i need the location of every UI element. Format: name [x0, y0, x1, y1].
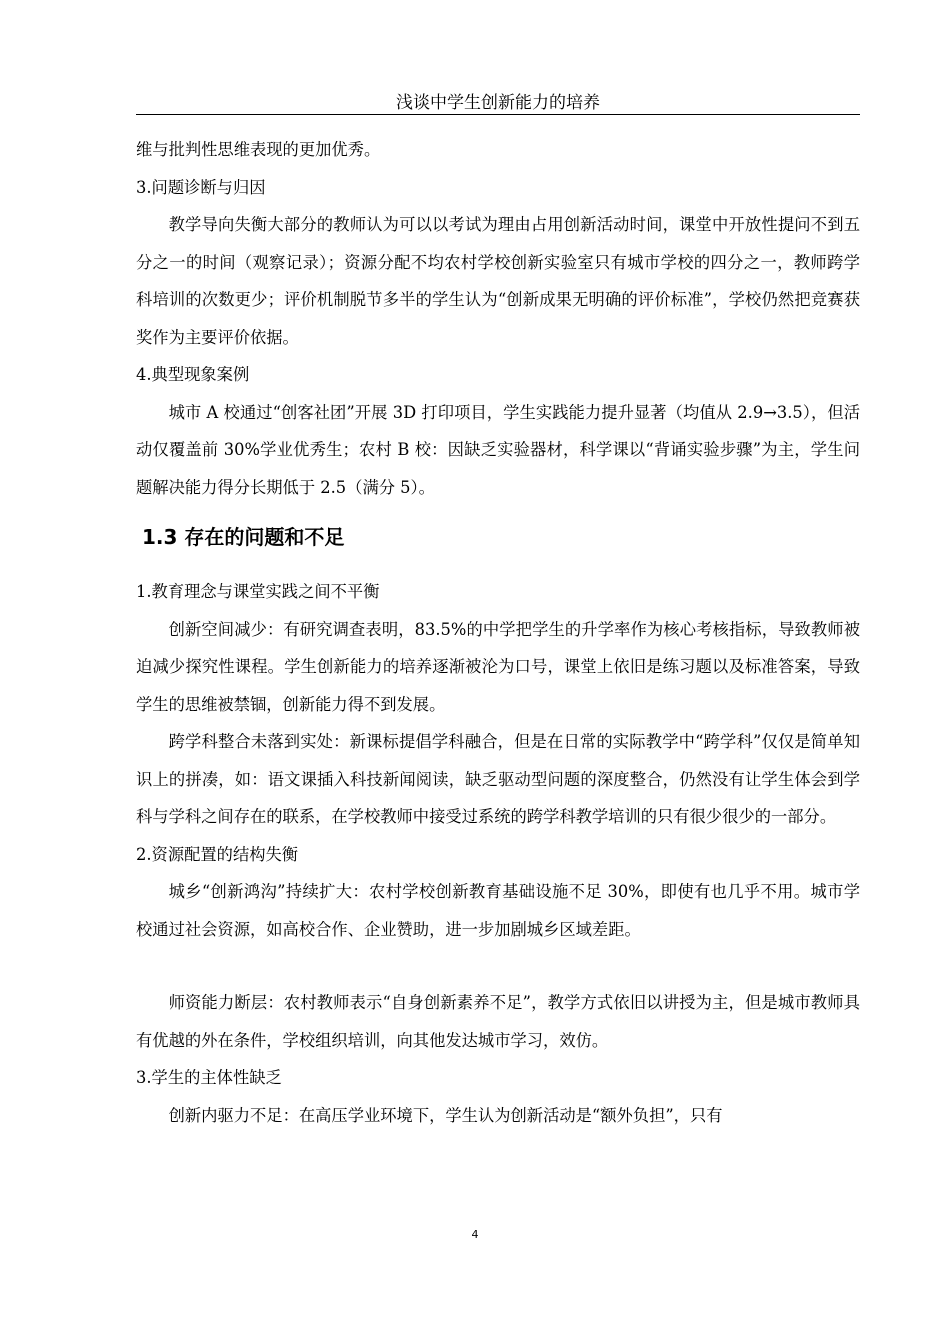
- paragraph-cases: 城市 A 校通过“创客社团”开展 3D 打印项目，学生实践能力提升显著（均值从 2.9→3.5），但活动仅覆盖前 30%学业优秀生；农村 B 校：因缺乏实验器材，科学课以“背诵实验步骤”为主，学生问题解决能力得分长期低于 2.5（满分 5）。: [136, 402, 860, 497]
- paragraph-diagnosis: 教学导向失衡大部分的教师认为可以以考试为理由占用创新活动时间，课堂中开放性提问不到五分之一的时间（观察记录）；资源分配不均农村学校创新实验室只有城市学校的四分之一，教师跨学科培训的次数更少；评价机制脱节多半的学生认为“创新成果无明确的评价标准”，学校仍然把竞赛获奖作为主要评价依据。: [136, 215, 860, 347]
- paragraph-innovation-space: 创新空间减少：有研究调查表明，83.5%的中学把学生的升学率作为核心考核指标，导致教师被迫减少探究性课程。学生创新能力的培养逐渐被沦为口号，课堂上依旧是练习题以及标准答案，导致学生的思维被禁锢，创新能力得不到发展。: [136, 619, 860, 714]
- paragraph-teacher-capacity: 师资能力断层：农村教师表示“自身创新素养不足”，教学方式依旧以讲授为主，但是城市教师具有优越的外在条件，学校组织培训，向其他发达城市学习，效仿。: [136, 993, 860, 1050]
- page-header: 浅谈中学生创新能力的培养: [396, 93, 600, 113]
- subheading-diagnosis: 3.问题诊断与归因: [136, 177, 266, 197]
- subheading-cases: 4.典型现象案例: [136, 365, 250, 384]
- subheading-resources: 2.资源配置的结构失衡: [136, 844, 299, 864]
- section-title: 1.3 存在的问题和不足: [142, 525, 345, 549]
- page-number: 4: [471, 1228, 479, 1241]
- paragraph-interdisciplinary: 跨学科整合未落到实处：新课标提倡学科融合，但是在日常的实际教学中“跨学科”仅仅是简单知识上的拼凑，如：语文课插入科技新闻阅读，缺乏驱动型问题的深度整合，仍然没有让学生体会到学科与学科之间存在的联系，在学校教师中接受过系统的跨学科教学培训的只有很少很少的一部分。: [136, 732, 860, 826]
- header-rule: [136, 114, 860, 115]
- document-body: [136, 131, 860, 1134]
- subheading-student-agency: 3.学生的主体性缺乏: [136, 1068, 282, 1087]
- paragraph-urban-rural-gap: 城乡“创新鸿沟”持续扩大：农村学校创新教育基础设施不足 30%，即使有也几乎不用。城市学校通过社会资源，如高校合作、企业赞助，进一步加剧城乡区域差距。: [136, 882, 860, 939]
- blank-line: [136, 948, 860, 984]
- paragraph-motivation: 创新内驱力不足：在高压学业环境下，学生认为创新活动是“额外负担”，只有: [168, 1105, 723, 1125]
- subheading-imbalance: 1.教育理念与课堂实践之间不平衡: [136, 582, 380, 601]
- paragraph-continuation: 维与批判性思维表现的更加优秀。: [136, 140, 381, 159]
